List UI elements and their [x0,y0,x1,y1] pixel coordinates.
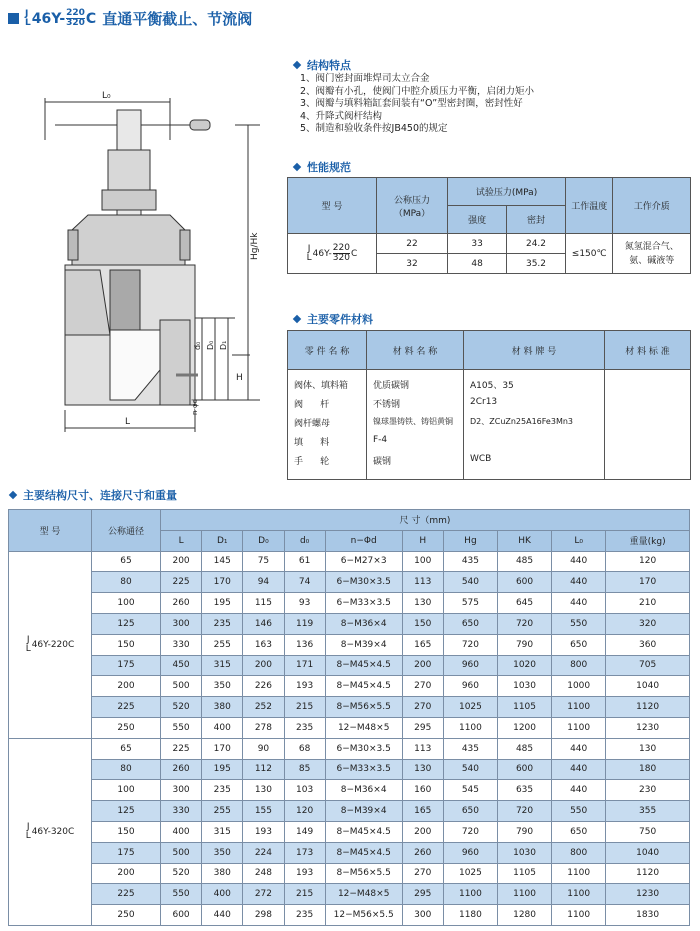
feature-item: 4、升降式阀杆结构 [300,110,383,122]
dim-cell: 260 [402,842,443,863]
dim-cell: 195 [202,759,243,780]
dim-cell: 550 [161,717,202,738]
dim-cell-dn: 225 [92,697,161,718]
dim-l: L [125,417,131,427]
dim-cell: 130 [402,759,443,780]
dim-cell: 520 [161,697,202,718]
dim-cell: 200 [402,655,443,676]
dim-cell: 705 [606,655,690,676]
perf-h-model: 型 号 [288,178,377,234]
dim-cell-dn: 200 [92,863,161,884]
perf-medium: 氮氢混合气、氨、碱液等 [613,234,691,274]
dim-cell: 120 [606,551,690,572]
dim-cell: 150 [402,613,443,634]
dim-cell: 235 [202,613,243,634]
dim-cell-dn: 125 [92,801,161,822]
dim-cell: 225 [161,738,202,759]
table-row [9,676,690,697]
dim-d0-small: d₀ [193,341,202,350]
dim-cell: 8−M56×5.5 [325,697,402,718]
perf-pn: 32 [376,254,447,274]
dim-cell: 235 [202,780,243,801]
dim-cell: 173 [284,842,325,863]
dim-cell-dn: 150 [92,821,161,842]
dim-cell: 500 [161,676,202,697]
dim-cell: 112 [243,759,284,780]
dim-cell: 163 [243,634,284,655]
dim-cell: 8−M45×4.5 [325,655,402,676]
dim-cell: 115 [243,593,284,614]
table-row [9,905,690,926]
dim-cell: 520 [161,863,202,884]
dim-col-header: L₀ [552,530,606,551]
dim-cell: 255 [202,801,243,822]
dim-cell: 1120 [606,697,690,718]
dimensions-heading: 主要结构尺寸、连接尺寸和重量 [8,487,177,503]
dim-cell: 1025 [443,697,497,718]
dim-h-dn: 公称通径 [92,510,161,552]
dim-cell: 93 [284,593,325,614]
dim-cell: 113 [402,572,443,593]
dim-cell: 440 [552,551,606,572]
dim-cell: 12−M56×5.5 [325,905,402,926]
dim-cell: 720 [497,801,551,822]
dim-cell: 193 [243,821,284,842]
dim-cell: 215 [284,884,325,905]
dim-cell-dn: 80 [92,759,161,780]
dim-cell: 215 [284,697,325,718]
valve-yoke [72,215,185,265]
table-row [9,842,690,863]
dim-cell: 1105 [497,863,551,884]
dim-group-model: J L 46Y-220C [9,551,92,738]
page-title [8,8,252,29]
title-text: 直通平衡截止、节流阀 [102,10,253,28]
dim-cell: 400 [161,821,202,842]
dim-cell: 270 [402,676,443,697]
table-row [9,697,690,718]
mat-name: 镍球墨铸铁、铸铝黄铜 [367,416,464,435]
dim-col-header: D₁ [202,530,243,551]
dim-cell: 8−M56×5.5 [325,863,402,884]
dim-cell: 440 [202,905,243,926]
table-row [9,634,690,655]
dim-cell: 575 [443,593,497,614]
dim-cell: 440 [552,759,606,780]
dim-cell: 100 [402,551,443,572]
valve-drawing [10,80,280,440]
mat-h-std: 材 料 标 准 [605,331,691,370]
dim-cell: 1000 [552,676,606,697]
dim-cell: 149 [284,821,325,842]
dim-cell: 790 [497,634,551,655]
dim-col-header: L [161,530,202,551]
dim-cell: 300 [161,613,202,634]
dim-cell: 224 [243,842,284,863]
dim-cell: 8−M45×4.5 [325,842,402,863]
dim-cell: 171 [284,655,325,676]
dim-cell-dn: 250 [92,905,161,926]
dim-cell: 8−M45×4.5 [325,821,402,842]
dim-cell: 1020 [497,655,551,676]
features-list [300,73,534,136]
dim-cell: 540 [443,759,497,780]
perf-h-medium: 工作介质 [613,178,691,234]
perf-h-seal: 密封 [507,206,566,234]
dim-cell: 400 [202,717,243,738]
perf-h-strength: 强度 [448,206,507,234]
dim-cell-dn: 65 [92,738,161,759]
dim-cell: 146 [243,613,284,634]
dim-cell: 260 [161,593,202,614]
dim-cell: 960 [443,842,497,863]
perf-seal: 35.2 [507,254,566,274]
table-row [9,738,690,759]
dim-cell: 1040 [606,842,690,863]
dim-cell: 1830 [606,905,690,926]
dim-col-header: 重量(kg) [606,530,690,551]
dim-cell: 61 [284,551,325,572]
dim-cell: 315 [202,821,243,842]
mat-grade: A105、35 [464,378,605,397]
mat-grade: D2、ZCuZn25A16Fe3Mn3 [464,416,605,435]
dim-cell: 1120 [606,863,690,884]
dim-n-phi-d: n-φd [191,398,199,415]
dim-cell: 440 [552,780,606,801]
dim-cell: 85 [284,759,325,780]
dim-cell: 278 [243,717,284,738]
dim-cell: 1100 [443,884,497,905]
dim-cell: 435 [443,738,497,759]
dim-l0: L₀ [102,91,111,101]
dim-cell: 545 [443,780,497,801]
dim-cell: 113 [402,738,443,759]
dim-cell: 252 [243,697,284,718]
dim-cell: 90 [243,738,284,759]
dim-col-header: Hg [443,530,497,551]
dim-cell: 210 [606,593,690,614]
dim-cell: 485 [497,551,551,572]
dim-cell: 1200 [497,717,551,738]
dim-cell: 600 [497,759,551,780]
dim-cell: 1100 [497,884,551,905]
dim-h: H [236,373,243,383]
dim-cell: 1100 [552,717,606,738]
dim-cell-dn: 100 [92,780,161,801]
dim-cell: 720 [497,613,551,634]
dim-cell: 550 [552,801,606,822]
feature-item: 2、阀瓣有小孔，使阀门中腔介质压力平衡，启闭力矩小 [300,85,535,97]
dim-cell: 650 [443,801,497,822]
mat-part: 阀体、填料箱 [288,378,367,397]
dim-cell-dn: 65 [92,551,161,572]
dim-cell: 235 [284,717,325,738]
dim-cell: 270 [402,697,443,718]
dim-cell: 485 [497,738,551,759]
dim-cell: 380 [202,863,243,884]
dim-h-size: 尺 寸（mm) [161,510,690,531]
dim-col-header: d₀ [284,530,325,551]
perf-strength: 48 [448,254,507,274]
dim-cell: 550 [161,884,202,905]
dim-cell: 255 [202,634,243,655]
dim-cell: 200 [161,551,202,572]
dim-cell: 226 [243,676,284,697]
table-row [9,551,690,572]
dim-cell: 330 [161,801,202,822]
dim-cell: 200 [402,821,443,842]
mat-h-name: 材 料 名 称 [367,331,464,370]
dim-cell: 1030 [497,676,551,697]
dim-cell: 6−M30×3.5 [325,572,402,593]
dim-cell-dn: 100 [92,593,161,614]
dim-cell: 960 [443,676,497,697]
dim-cell: 225 [161,572,202,593]
dim-cell: 145 [202,551,243,572]
dim-cell: 119 [284,613,325,634]
table-row [9,655,690,676]
dim-cell: 330 [161,634,202,655]
dim-cell: 155 [243,801,284,822]
dim-cell: 130 [606,738,690,759]
dim-cell: 170 [202,572,243,593]
dim-col-header: HK [497,530,551,551]
dim-cell: 350 [202,676,243,697]
dim-cell: 170 [606,572,690,593]
dim-cell: 170 [202,738,243,759]
dim-cell: 440 [552,738,606,759]
dim-cell: 435 [443,551,497,572]
mat-grade: 2Cr13 [464,397,605,416]
dim-cell-dn: 150 [92,634,161,655]
mat-h-grade: 材 料 牌 号 [464,331,605,370]
title-model: J L 46Y- $\frac{220}{320}$ C [25,8,97,28]
dim-cell: 600 [161,905,202,926]
diamond-icon [9,491,17,499]
mat-part: 阀 杆 [288,397,367,416]
dim-cell: 800 [552,842,606,863]
dim-cell: 8−M36×4 [325,613,402,634]
dim-cell: 193 [284,863,325,884]
table-row [9,780,690,801]
dim-cell: 440 [552,572,606,593]
perf-temp: ≤150℃ [565,234,613,274]
dim-cell: 136 [284,634,325,655]
dim-cell: 68 [284,738,325,759]
dim-cell-dn: 250 [92,717,161,738]
dim-cell: 720 [443,634,497,655]
mat-part: 填 料 [288,435,367,454]
dim-cell: 350 [202,842,243,863]
dim-cell: 750 [606,821,690,842]
dim-cell: 75 [243,551,284,572]
perf-seal: 24.2 [507,234,566,254]
performance-heading: 性能规范 [292,159,351,175]
dim-cell: 1040 [606,676,690,697]
dim-cell: 272 [243,884,284,905]
dim-cell: 74 [284,572,325,593]
dimensions-table [8,509,690,926]
dim-cell: 1100 [443,717,497,738]
dim-cell: 440 [552,593,606,614]
mat-part: 手 轮 [288,454,367,480]
materials-heading: 主要零件材料 [292,311,373,327]
table-row [9,759,690,780]
diamond-icon [293,61,301,69]
table-row [9,613,690,634]
table-row [9,572,690,593]
dim-cell: 650 [552,634,606,655]
dim-cell-dn: 225 [92,884,161,905]
dim-h-model: 型 号 [9,510,92,552]
dim-cell: 1180 [443,905,497,926]
dim-D1: D₁ [219,340,228,350]
dim-cell: 540 [443,572,497,593]
dim-cell: 1100 [552,697,606,718]
table-row [9,884,690,905]
diamond-icon [293,163,301,171]
dim-cell: 360 [606,634,690,655]
dim-cell: 230 [606,780,690,801]
mat-name: F-4 [367,435,464,454]
perf-h-test: 试验压力(MPa) [448,178,566,206]
dim-cell-dn: 200 [92,676,161,697]
dim-cell: 790 [497,821,551,842]
dim-cell: 248 [243,863,284,884]
dim-cell: 6−M33×3.5 [325,593,402,614]
mat-grade: WCB [464,454,605,480]
dim-cell: 8−M36×4 [325,780,402,801]
dim-cell: 300 [402,905,443,926]
dim-cell-dn: 125 [92,613,161,634]
dim-cell: 165 [402,634,443,655]
dim-cell: 1025 [443,863,497,884]
table-row [9,717,690,738]
dim-cell: 315 [202,655,243,676]
dim-cell: 8−M39×4 [325,634,402,655]
dim-cell: 160 [402,780,443,801]
feature-item: 5、制造和验收条件按JB450的规定 [300,123,448,134]
dim-cell: 6−M33×3.5 [325,759,402,780]
table-row [9,801,690,822]
feature-item: 1、阀门密封面堆焊司太立合金 [300,73,430,84]
mat-name: 优质碳钢 [367,378,464,397]
dim-cell-dn: 175 [92,842,161,863]
dim-D0: D₀ [206,340,215,350]
dim-cell: 12−M48×5 [325,717,402,738]
dim-cell: 720 [443,821,497,842]
dim-cell: 1100 [552,905,606,926]
diamond-icon [293,315,301,323]
dim-cell: 1100 [552,863,606,884]
dim-cell: 6−M27×3 [325,551,402,572]
dim-cell: 165 [402,801,443,822]
dim-cell: 270 [402,863,443,884]
dim-cell: 550 [552,613,606,634]
dim-cell: 800 [552,655,606,676]
dim-cell: 120 [284,801,325,822]
table-row [9,593,690,614]
dim-cell: 200 [243,655,284,676]
dim-cell: 94 [243,572,284,593]
perf-h-temp: 工作温度 [565,178,613,234]
dim-cell: 235 [284,905,325,926]
dim-cell: 8−M45×4.5 [325,676,402,697]
mat-name: 不锈钢 [367,397,464,416]
dim-cell: 1230 [606,884,690,905]
table-row [9,863,690,884]
dim-cell: 8−M39×4 [325,801,402,822]
perf-strength: 33 [448,234,507,254]
features-heading: 结构特点 [292,57,351,73]
dim-cell: 960 [443,655,497,676]
dim-cell: 1280 [497,905,551,926]
dim-cell: 195 [202,593,243,614]
dim-cell: 12−M48×5 [325,884,402,905]
dim-cell: 130 [402,593,443,614]
mat-name: 碳钢 [367,454,464,480]
dim-cell: 645 [497,593,551,614]
feature-item: 3、阀瓣与填料箱缸套间装有“O”型密封圈，密封性好 [300,98,523,109]
dim-cell: 450 [161,655,202,676]
dim-cell: 1105 [497,697,551,718]
dim-cell: 355 [606,801,690,822]
dim-col-header: D₀ [243,530,284,551]
dim-cell: 193 [284,676,325,697]
dim-cell-dn: 175 [92,655,161,676]
dim-cell: 1030 [497,842,551,863]
dim-hg-hk: Hg/Hk [250,232,260,260]
dim-cell: 380 [202,697,243,718]
dim-cell: 103 [284,780,325,801]
dim-cell: 1100 [552,884,606,905]
dim-cell: 295 [402,717,443,738]
title-square-icon [8,13,19,24]
dim-cell: 295 [402,884,443,905]
dim-group-model: J L 46Y-320C [9,738,92,925]
dim-cell: 500 [161,842,202,863]
table-row [9,821,690,842]
mat-grade [464,435,605,454]
dim-cell: 650 [552,821,606,842]
perf-h-pressure: 公称压力 （MPa） [376,178,447,234]
dim-cell: 1230 [606,717,690,738]
dim-col-header: n−Φd [325,530,402,551]
dim-cell: 6−M30×3.5 [325,738,402,759]
materials-table [287,330,691,480]
mat-h-part: 零 件 名 称 [288,331,367,370]
dim-cell: 300 [161,780,202,801]
perf-model: J L 46Y- $\frac{220}{320}$ C [288,234,377,274]
dim-cell: 320 [606,613,690,634]
dim-cell: 180 [606,759,690,780]
dim-cell: 400 [202,884,243,905]
dim-cell: 130 [243,780,284,801]
dim-col-header: H [402,530,443,551]
dim-cell: 635 [497,780,551,801]
dim-cell: 298 [243,905,284,926]
perf-pn: 22 [376,234,447,254]
dim-cell: 260 [161,759,202,780]
performance-table [287,177,691,274]
dim-cell: 650 [443,613,497,634]
dim-cell: 600 [497,572,551,593]
dim-cell-dn: 80 [92,572,161,593]
mat-part: 阀杆螺母 [288,416,367,435]
